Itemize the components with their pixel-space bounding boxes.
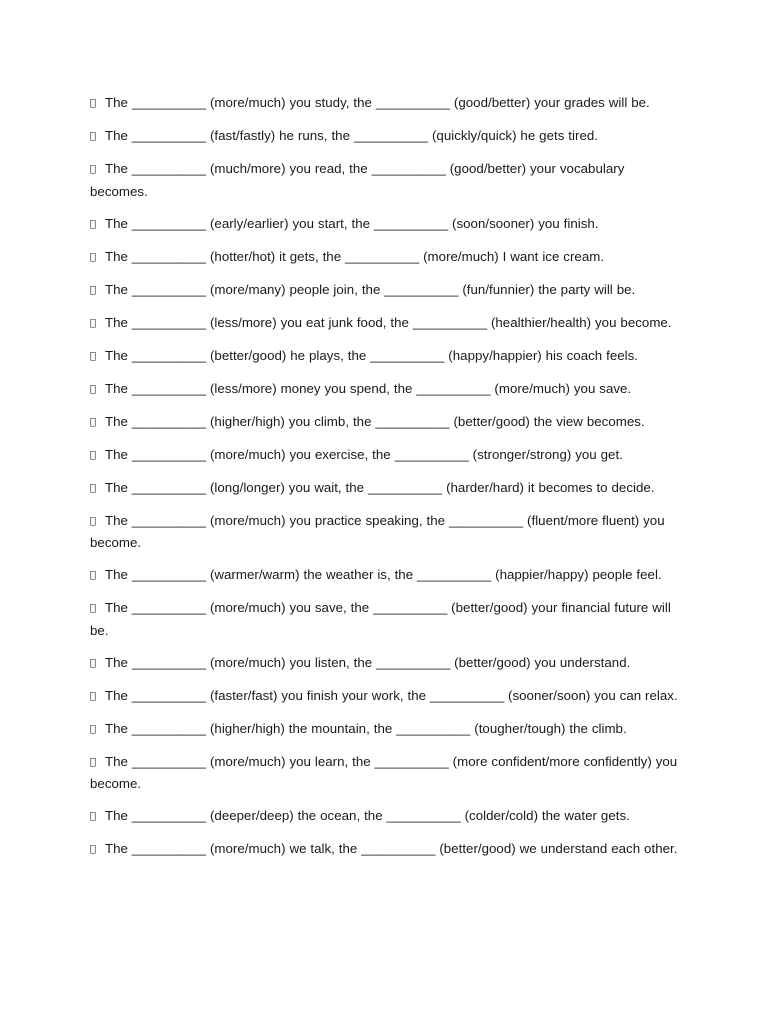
exercise-text: The __________ (faster/fast) you finish your work, the __________ (sooner/soon) you can relax. xyxy=(105,671,678,687)
exercise-item xyxy=(90,500,680,554)
bullet-icon xyxy=(90,126,105,148)
exercise-text: The __________ (much/more) you read, the __________ (good/better) your vocabulary becomes. xyxy=(90,159,625,196)
exercise-text: The __________ (more/much) you practice speaking, the __________ (fluent/more fluent) you become. xyxy=(90,500,665,537)
exercise-item xyxy=(90,213,680,236)
bullet-icon xyxy=(90,445,105,467)
exercise-text: The __________ (more/much) you study, the __________ (good/better) your grades will be. xyxy=(105,95,650,110)
bullet-icon xyxy=(90,686,105,708)
bullet-icon xyxy=(90,839,105,861)
bullet-icon xyxy=(90,719,105,741)
exercise-item xyxy=(90,586,680,641)
exercise-item xyxy=(90,671,680,708)
exercise-item xyxy=(90,468,680,500)
bullet-icon xyxy=(90,653,105,675)
exercise-text: The __________ (deeper/deep) the ocean, the __________ (colder/cold) the water gets. xyxy=(105,789,630,804)
exercise-text: The __________ (hotter/hot) it gets, the __________ (more/much) I want ice cream. xyxy=(105,244,605,260)
exercise-item xyxy=(90,308,680,335)
bullet-icon xyxy=(90,313,105,335)
exercise-item xyxy=(90,125,680,148)
bullet-icon xyxy=(90,511,105,533)
exercise-item xyxy=(90,158,680,202)
exercise-item xyxy=(90,340,680,368)
exercise-text: The __________ (more/many) people join, the __________ (fun/funnier) the party will be. xyxy=(105,276,636,292)
exercise-text: The __________ (less/more) you eat junk food, the __________ (healthier/health) you become. xyxy=(105,308,672,324)
exercise-text: The __________ (better/good) he plays, the __________ (happy/happier) his coach feels. xyxy=(105,340,639,356)
bullet-icon xyxy=(90,159,105,181)
bullet-icon xyxy=(90,280,105,302)
exercise-text: The __________ (more/much) you exercise, the __________ (stronger/strong) you get. xyxy=(105,436,623,452)
exercise-item xyxy=(90,821,680,861)
bullet-icon xyxy=(90,214,105,236)
exercise-item xyxy=(90,276,680,302)
exercise-text: The __________ (higher/high) you climb, the __________ (better/good) the view becomes. xyxy=(105,404,645,420)
exercise-text: The __________ (more/much) you listen, the __________ (better/good) you understand. xyxy=(105,639,631,655)
bullet-icon xyxy=(90,752,105,774)
exercise-text: The __________ (more/much) we talk, the __________ (better/good) we understand each other. xyxy=(105,821,678,836)
exercise-item xyxy=(90,436,680,467)
bullet-icon xyxy=(90,565,105,587)
exercise-text: The __________ (long/longer) you wait, the __________ (harder/hard) it becomes to decide. xyxy=(105,468,655,484)
exercise-text: The __________ (more/much) you save, the __________ (better/good) your financial future will be. xyxy=(90,586,671,623)
bullet-icon xyxy=(90,478,105,500)
exercise-text: The __________ (warmer/warm) the weather is, the __________ (happier/happy) people feel. xyxy=(105,554,662,569)
bullet-icon xyxy=(90,598,105,620)
bullet-icon xyxy=(90,412,105,434)
bullet-icon xyxy=(90,379,105,401)
exercise-item xyxy=(90,404,680,434)
exercise-item xyxy=(90,735,680,795)
exercise-text: The __________ (less/more) money you spend, the __________ (more/much) you save. xyxy=(105,372,632,388)
exercise-item xyxy=(90,372,680,401)
bullet-icon xyxy=(90,93,105,115)
exercise-item xyxy=(90,639,680,675)
exercise-item xyxy=(90,703,680,741)
exercise-text: The __________ (early/earlier) you start, the __________ (soon/sooner) you finish. xyxy=(105,212,599,228)
bullet-icon xyxy=(90,346,105,368)
exercise-text: The __________ (higher/high) the mountain, the __________ (tougher/tough) the climb. xyxy=(105,703,627,719)
exercise-item xyxy=(90,789,680,828)
exercise-text: The __________ (more/much) you learn, the __________ (more confident/more confidently) you become. xyxy=(90,735,678,772)
worksheet-page xyxy=(90,92,680,871)
exercise-text: The __________ (fast/fastly) he runs, the __________ (quickly/quick) he gets tired. xyxy=(105,127,598,142)
bullet-icon xyxy=(90,806,105,828)
exercise-item xyxy=(90,92,680,115)
exercise-item xyxy=(90,554,680,587)
bullet-icon xyxy=(90,247,105,269)
exercise-item xyxy=(90,246,680,269)
